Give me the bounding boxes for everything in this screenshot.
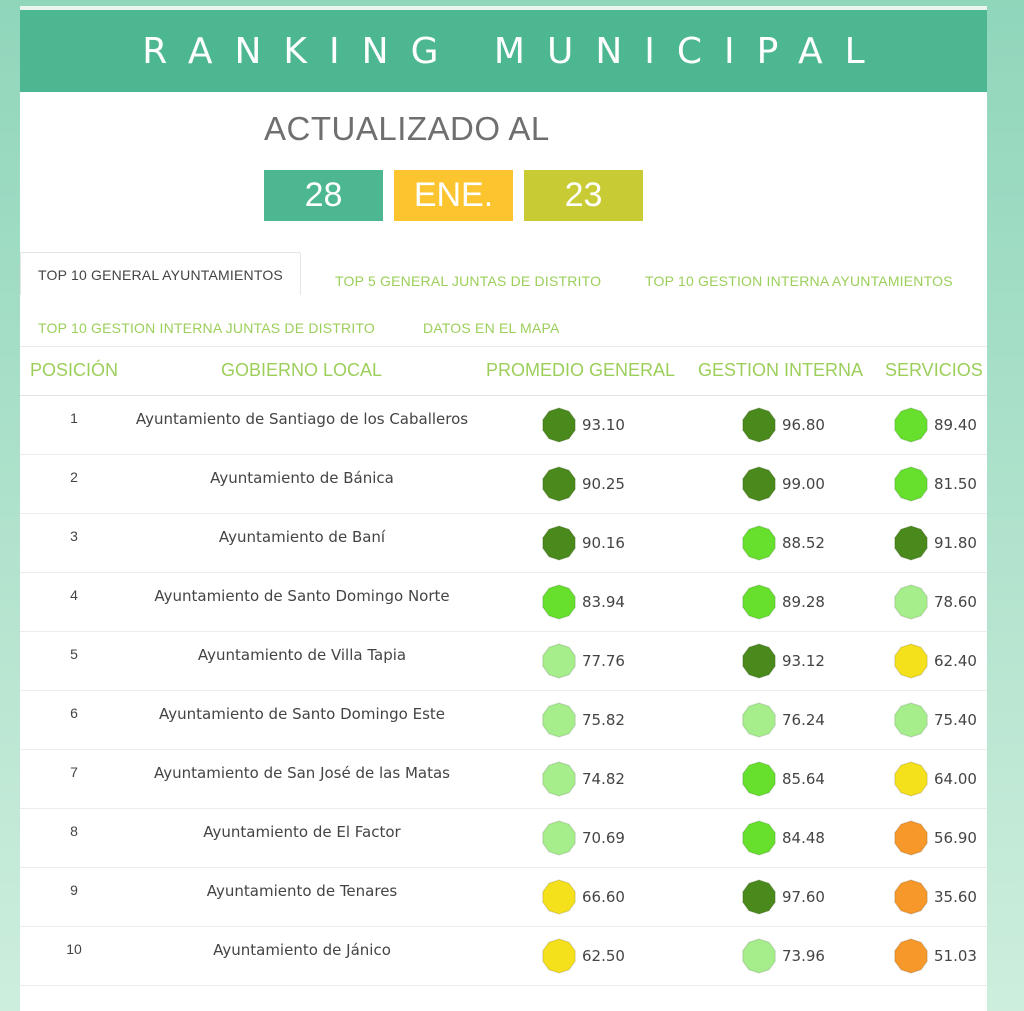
tab-top10-gestion-juntas[interactable]: TOP 10 GESTION INTERNA JUNTAS DE DISTRITO (38, 320, 376, 336)
servicios-score (892, 465, 977, 503)
row-local-government: Ayuntamiento de Santo Domingo Norte (154, 587, 450, 605)
row-position: 10 (66, 941, 82, 957)
score-value: 84.48 (782, 829, 825, 847)
row-local-government: Ayuntamiento de Tenares (206, 882, 398, 900)
servicios-score (892, 524, 977, 562)
score-value: 66.60 (582, 888, 625, 906)
promedio-score (540, 465, 625, 503)
promedio-score (540, 701, 625, 739)
gestion-score (740, 406, 825, 444)
promedio-score (540, 406, 625, 444)
score-badge-icon (740, 937, 778, 975)
gestion-score (740, 524, 825, 562)
ranking-card (20, 6, 987, 1011)
score-badge-icon (740, 760, 778, 798)
score-value: 75.40 (934, 711, 977, 729)
gestion-score (740, 701, 825, 739)
date-day-box: 28 (264, 170, 383, 221)
gestion-score (740, 878, 825, 916)
score-value: 77.76 (582, 652, 625, 670)
page-title: RANKING MUNICIPAL (142, 30, 887, 72)
servicios-score (892, 642, 977, 680)
table-row (20, 927, 987, 986)
score-value: 91.80 (934, 534, 977, 552)
score-badge-icon (892, 819, 930, 857)
score-value: 62.50 (582, 947, 625, 965)
score-badge-icon (540, 642, 578, 680)
row-local-government: Ayuntamiento de Santo Domingo Este (159, 705, 445, 723)
score-value: 89.40 (934, 416, 977, 434)
score-value: 90.16 (582, 534, 625, 552)
promedio-score (540, 937, 625, 975)
score-badge-icon (540, 760, 578, 798)
servicios-score (892, 701, 977, 739)
score-badge-icon (892, 524, 930, 562)
servicios-score (892, 937, 977, 975)
row-position: 6 (70, 705, 78, 721)
score-badge-icon (740, 406, 778, 444)
update-date (264, 170, 643, 221)
score-badge-icon (540, 701, 578, 739)
col-gestion-interna: GESTION INTERNA (698, 360, 864, 380)
servicios-score (892, 878, 977, 916)
row-local-government: Ayuntamiento de Villa Tapia (197, 646, 407, 664)
tab-datos-mapa[interactable]: DATOS EN EL MAPA (423, 320, 560, 336)
gestion-score (740, 583, 825, 621)
table-row (20, 573, 987, 632)
score-value: 78.60 (934, 593, 977, 611)
score-badge-icon (740, 878, 778, 916)
score-badge-icon (892, 642, 930, 680)
score-badge-icon (540, 583, 578, 621)
score-value: 89.28 (782, 593, 825, 611)
servicios-score (892, 760, 977, 798)
row-position: 4 (70, 587, 78, 603)
row-position: 8 (70, 823, 78, 839)
score-value: 88.52 (782, 534, 825, 552)
promedio-score (540, 760, 625, 798)
tab-top10-general-ayuntamientos[interactable]: TOP 10 GENERAL AYUNTAMIENTOS (20, 252, 301, 295)
score-badge-icon (892, 701, 930, 739)
score-badge-icon (740, 465, 778, 503)
table-row (20, 455, 987, 514)
gestion-score (740, 465, 825, 503)
score-badge-icon (740, 524, 778, 562)
score-badge-icon (892, 465, 930, 503)
score-badge-icon (892, 583, 930, 621)
score-value: 76.24 (782, 711, 825, 729)
promedio-score (540, 878, 625, 916)
score-badge-icon (740, 819, 778, 857)
row-local-government: Ayuntamiento de El Factor (203, 823, 401, 841)
row-position: 9 (70, 882, 78, 898)
score-value: 62.40 (934, 652, 977, 670)
ranking-table (20, 346, 987, 986)
servicios-score (892, 406, 977, 444)
table-row (20, 691, 987, 750)
col-posicion: POSICIÓN (30, 360, 119, 380)
score-value: 35.60 (934, 888, 977, 906)
date-year-box: 23 (524, 170, 643, 221)
row-local-government: Ayuntamiento de Baní (218, 528, 386, 546)
score-badge-icon (540, 878, 578, 916)
promedio-score (540, 524, 625, 562)
score-value: 93.10 (582, 416, 625, 434)
table-header (20, 347, 987, 396)
tab-top10-gestion-ayuntamientos[interactable]: TOP 10 GESTION INTERNA AYUNTAMIENTOS (645, 273, 953, 289)
score-value: 51.03 (934, 947, 977, 965)
servicios-score (892, 583, 977, 621)
col-promedio-general: PROMEDIO GENERAL (486, 360, 676, 380)
header-banner (20, 6, 987, 92)
score-value: 83.94 (582, 593, 625, 611)
col-gobierno-local: GOBIERNO LOCAL (221, 360, 383, 380)
row-local-government: Ayuntamiento de Santiago de los Caballeros (135, 410, 469, 428)
gestion-score (740, 819, 825, 857)
row-position: 1 (70, 410, 78, 426)
row-position: 7 (70, 764, 78, 780)
score-badge-icon (892, 937, 930, 975)
score-value: 97.60 (782, 888, 825, 906)
row-position: 3 (70, 528, 78, 544)
score-value: 96.80 (782, 416, 825, 434)
score-badge-icon (740, 701, 778, 739)
row-position: 2 (70, 469, 78, 485)
score-value: 75.82 (582, 711, 625, 729)
promedio-score (540, 583, 625, 621)
row-local-government: Ayuntamiento de Jánico (213, 941, 391, 959)
table-row (20, 868, 987, 927)
promedio-score (540, 642, 625, 680)
score-badge-icon (540, 465, 578, 503)
gestion-score (740, 937, 825, 975)
updated-label: ACTUALIZADO AL (264, 110, 550, 147)
score-value: 81.50 (934, 475, 977, 493)
row-local-government: Ayuntamiento de Bánica (210, 469, 394, 487)
gestion-score (740, 760, 825, 798)
table-body (20, 396, 987, 986)
score-badge-icon (540, 406, 578, 444)
score-badge-icon (540, 937, 578, 975)
score-badge-icon (740, 583, 778, 621)
tab-top5-general-juntas[interactable]: TOP 5 GENERAL JUNTAS DE DISTRITO (335, 273, 602, 289)
table-row (20, 514, 987, 573)
score-value: 73.96 (782, 947, 825, 965)
table-row (20, 750, 987, 809)
score-badge-icon (892, 878, 930, 916)
score-value: 70.69 (582, 829, 625, 847)
servicios-score (892, 819, 977, 857)
promedio-score (540, 819, 625, 857)
score-value: 64.00 (934, 770, 977, 788)
table-row (20, 396, 987, 455)
score-badge-icon (740, 642, 778, 680)
score-value: 99.00 (782, 475, 825, 493)
score-badge-icon (540, 819, 578, 857)
score-value: 74.82 (582, 770, 625, 788)
score-value: 56.90 (934, 829, 977, 847)
gestion-score (740, 642, 825, 680)
row-local-government: Ayuntamiento de San José de las Matas (154, 764, 450, 782)
table-row (20, 632, 987, 691)
row-position: 5 (70, 646, 78, 662)
date-month-box: ENE. (394, 170, 513, 221)
score-badge-icon (892, 406, 930, 444)
col-servicios: SERVICIOS (885, 360, 983, 380)
score-badge-icon (540, 524, 578, 562)
score-value: 85.64 (782, 770, 825, 788)
score-badge-icon (892, 760, 930, 798)
score-value: 93.12 (782, 652, 825, 670)
table-row (20, 809, 987, 868)
score-value: 90.25 (582, 475, 625, 493)
